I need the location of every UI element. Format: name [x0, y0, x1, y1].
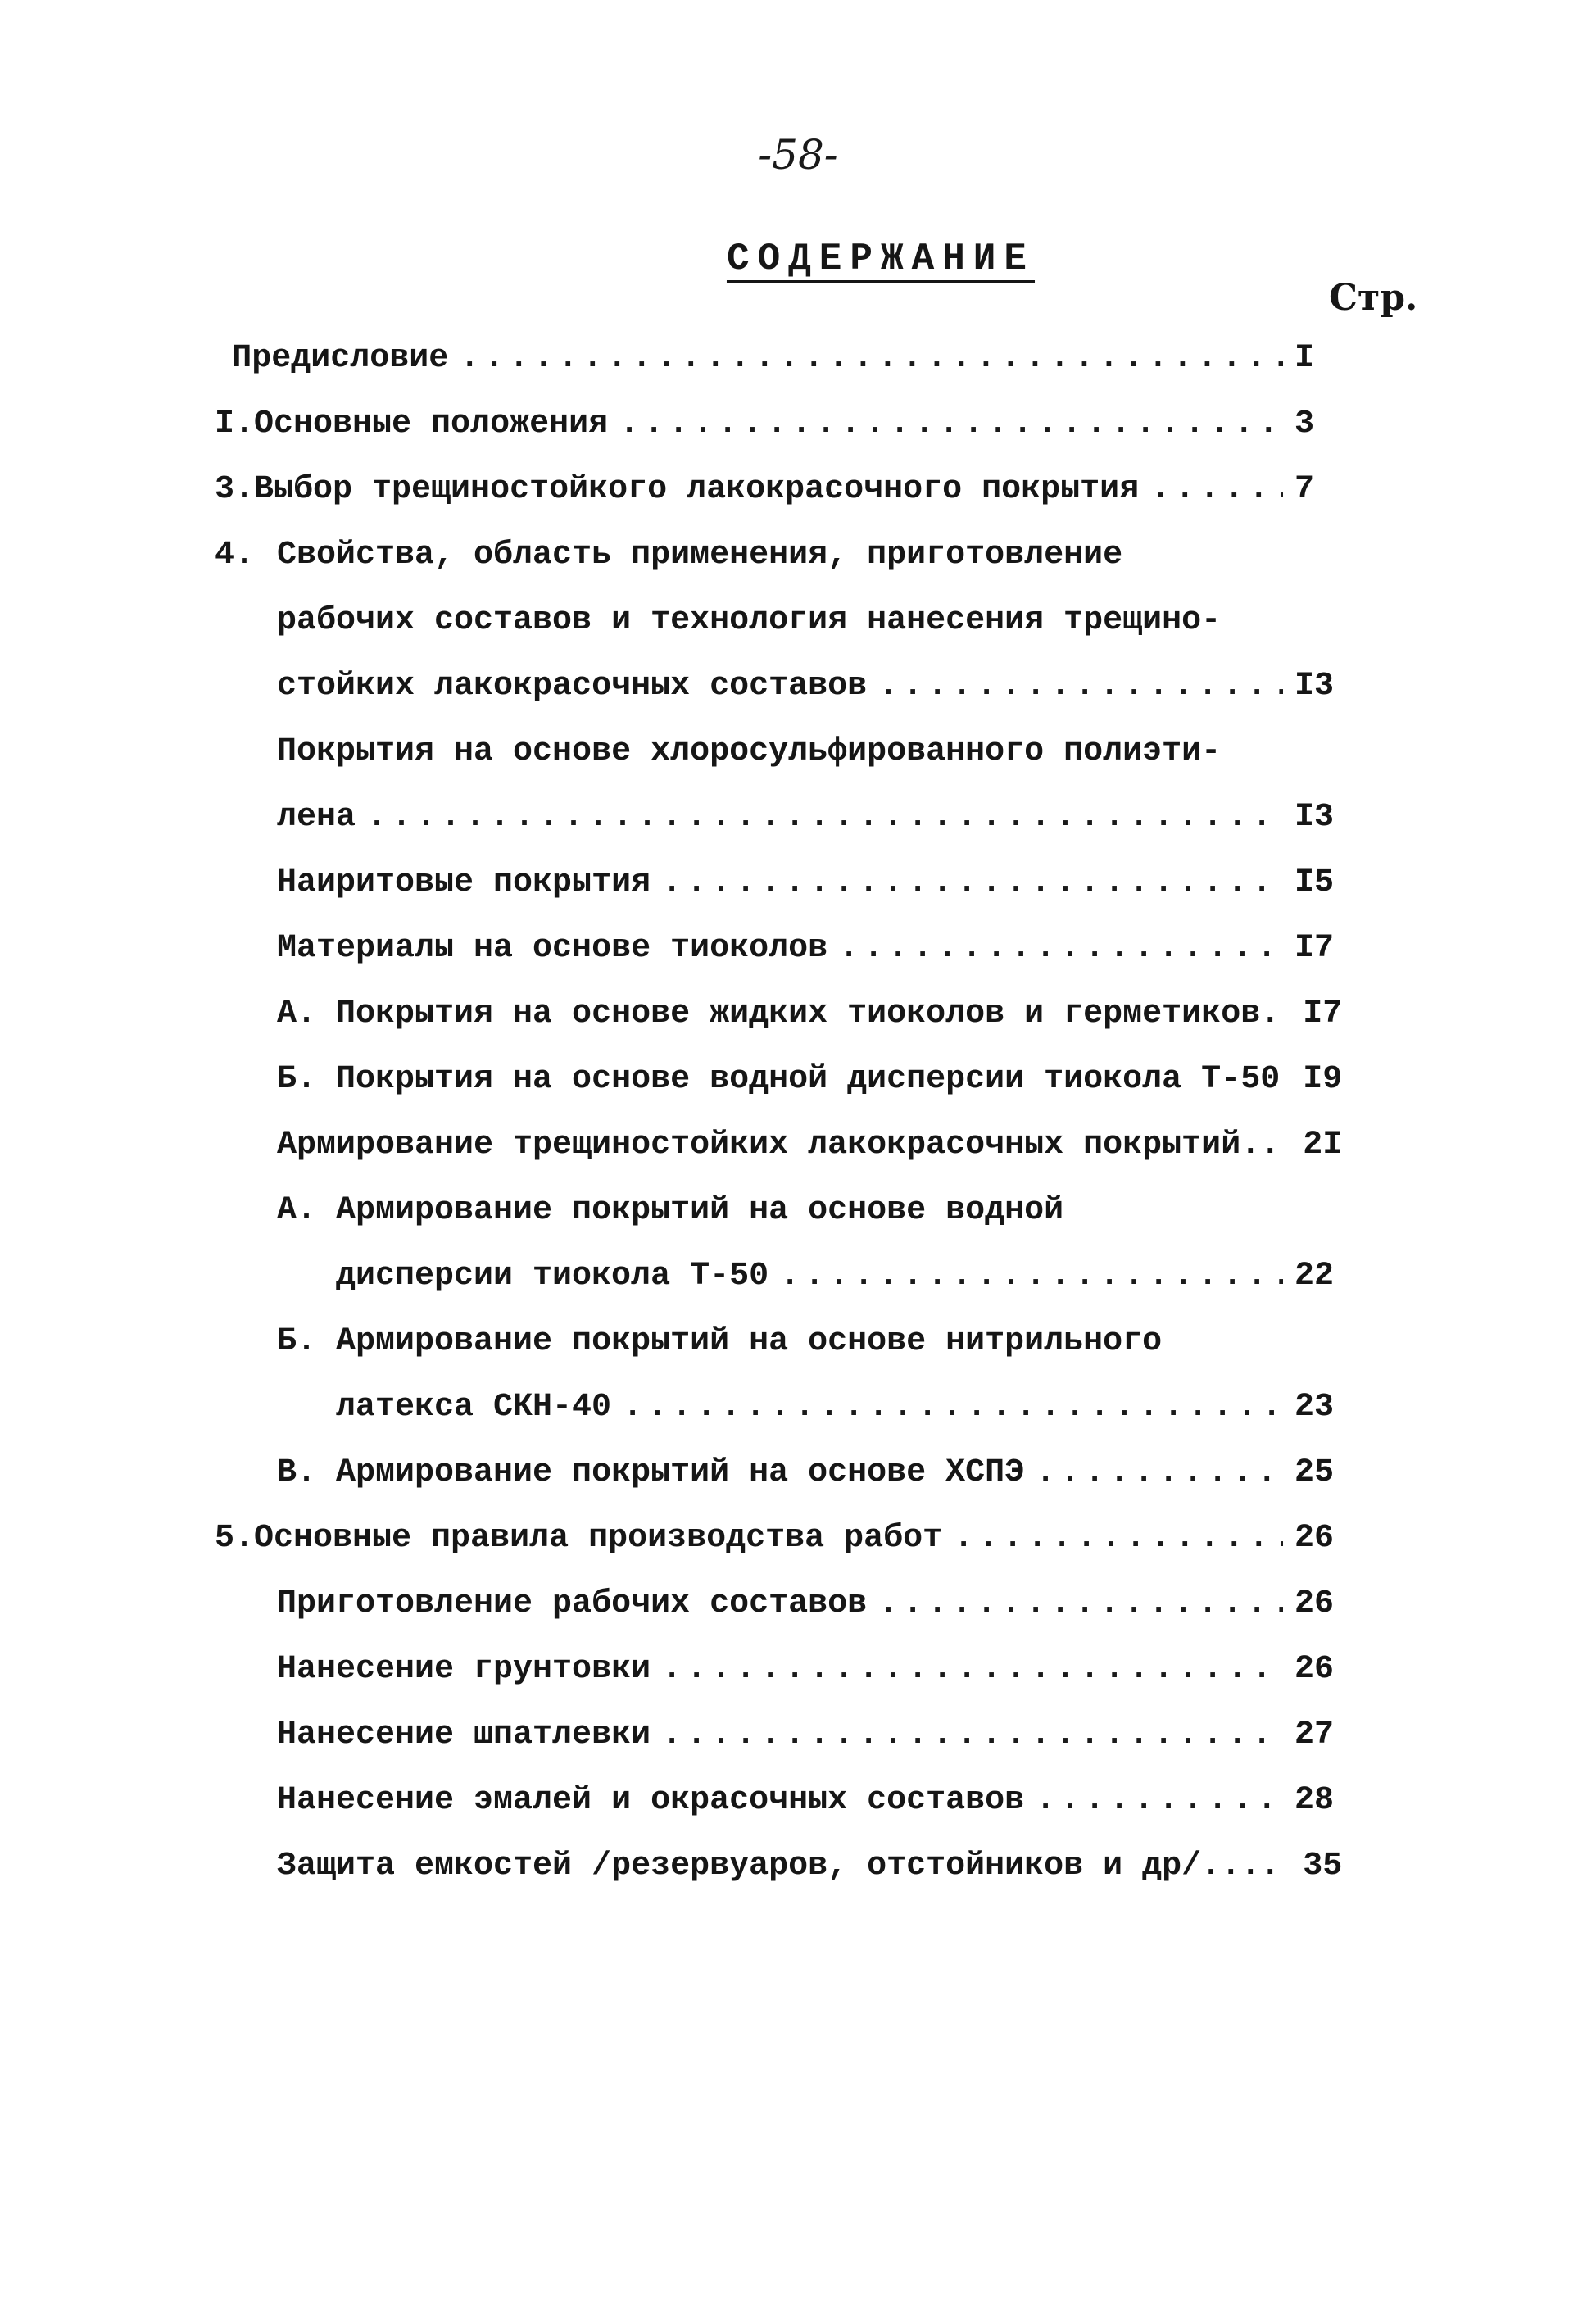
- toc-entry-page: I3: [1294, 668, 1335, 705]
- toc-dot-leader: [839, 916, 1283, 982]
- toc-entry-page: 25: [1294, 1454, 1335, 1491]
- toc-entry: [215, 654, 1345, 719]
- toc-entry: [215, 457, 1345, 523]
- toc-entry: [215, 1375, 1345, 1440]
- toc-entry-text: Армирование трещиностойких лакокрасочных покрытий..: [277, 1127, 1281, 1163]
- toc-entry-number: I.: [215, 406, 255, 442]
- toc-entry: [215, 1637, 1345, 1703]
- toc-entry: [215, 1703, 1345, 1768]
- toc-entry-page: I7: [1303, 995, 1343, 1032]
- toc-entry-text: Нанесение шпатлевки: [277, 1717, 651, 1753]
- toc-dot-leader: [954, 1506, 1283, 1571]
- toc-entry: [215, 392, 1345, 457]
- toc-entry-page: 26: [1294, 1651, 1335, 1688]
- toc-entry: [215, 326, 1345, 392]
- toc-dot-leader: [662, 1637, 1283, 1703]
- toc-entry-text: Основные положения: [254, 406, 609, 442]
- toc-entry: [215, 719, 1345, 785]
- toc-entry-text: Материалы на основе тиоколов: [277, 930, 828, 967]
- toc-entry: [215, 1047, 1345, 1113]
- toc-dot-leader: [1150, 457, 1283, 523]
- toc-entry-text: Нанесение грунтовки: [277, 1651, 651, 1688]
- toc-entry-text: лена: [277, 799, 356, 836]
- toc-entry-page: I: [1294, 340, 1315, 377]
- toc-entry-text: Свойства, область применения, приготовление: [277, 537, 1123, 574]
- toc-entry: [215, 982, 1345, 1047]
- toc-entry: [215, 1571, 1345, 1637]
- toc-entry-text: стойких лакокрасочных составов: [277, 668, 868, 705]
- toc-entry-text: Покрытия на основе хлоросульфированного полиэти-: [277, 733, 1222, 770]
- toc-entry: [215, 1834, 1345, 1899]
- toc-entry: [215, 523, 1345, 588]
- toc-dot-leader: [662, 1703, 1283, 1768]
- toc-dot-leader: [878, 1571, 1283, 1637]
- toc-entry-text: Предисловие: [232, 340, 449, 377]
- toc-entry-page: 28: [1294, 1782, 1335, 1819]
- toc-entry: [215, 1768, 1345, 1834]
- toc-dot-leader: [619, 392, 1283, 457]
- toc-entry: [215, 588, 1345, 654]
- toc-entry-text: Б. Армирование покрытий на основе нитрильного: [277, 1323, 1163, 1360]
- toc-dot-leader: [1036, 1440, 1283, 1506]
- toc-entry-page: 26: [1294, 1520, 1335, 1557]
- toc-entry-page: 27: [1294, 1717, 1335, 1753]
- toc-dot-leader: [1036, 1768, 1283, 1834]
- table-of-contents: [215, 326, 1345, 1899]
- toc-entry-text: В. Армирование покрытий на основе ХСПЭ: [277, 1454, 1025, 1491]
- toc-dot-leader: [367, 785, 1283, 850]
- toc-entry-page: 3: [1294, 406, 1315, 442]
- toc-dot-leader: [780, 1244, 1283, 1309]
- toc-entry-number: 4.: [215, 537, 255, 574]
- toc-dot-leader: [623, 1375, 1283, 1440]
- toc-entry: [215, 1440, 1345, 1506]
- toc-entry-text: рабочих составов и технология нанесения трещино-: [277, 602, 1222, 639]
- toc-entry-page: 23: [1294, 1389, 1335, 1426]
- toc-dot-leader: [460, 326, 1283, 392]
- toc-entry-text: Приготовление рабочих составов: [277, 1585, 868, 1622]
- toc-entry-text: А. Армирование покрытий на основе водной: [277, 1192, 1064, 1229]
- toc-entry-page: I7: [1294, 930, 1335, 967]
- toc-entry-text: А. Покрытия на основе жидких тиоколов и герметиков.: [277, 995, 1281, 1032]
- toc-entry: [215, 916, 1345, 982]
- toc-entry-text: Выбор трещиностойкого лакокрасочного покрытия: [254, 471, 1140, 508]
- toc-entry: [215, 1309, 1345, 1375]
- page-column-header: Стр.: [1329, 277, 1418, 319]
- page-number: -58-: [758, 131, 838, 179]
- toc-entry-page: 2I: [1303, 1127, 1343, 1163]
- toc-entry: [215, 1244, 1345, 1309]
- toc-entry-text: Нанесение эмалей и окрасочных составов: [277, 1782, 1025, 1819]
- toc-entry: [215, 1113, 1345, 1178]
- toc-entry-number: 3.: [215, 471, 255, 508]
- toc-entry-page: 7: [1294, 471, 1315, 508]
- toc-entry: [215, 1178, 1345, 1244]
- toc-entry: [215, 1506, 1345, 1571]
- toc-entry-page: 26: [1294, 1585, 1335, 1622]
- toc-entry-text: дисперсии тиокола Т-50: [336, 1258, 769, 1295]
- toc-entry-text: Наиритовые покрытия: [277, 864, 651, 901]
- toc-entry-page: 22: [1294, 1258, 1335, 1295]
- toc-entry-text: латекса СКН-40: [336, 1389, 612, 1426]
- toc-entry-text: Б. Покрытия на основе водной дисперсии тиокола Т-50: [277, 1061, 1281, 1098]
- toc-entry-text: Защита емкостей /резервуаров, отстойников и др/....: [277, 1848, 1281, 1884]
- toc-entry-page: 35: [1303, 1848, 1343, 1884]
- toc-entry-text: Основные правила производства работ: [254, 1520, 943, 1557]
- toc-dot-leader: [878, 654, 1283, 719]
- toc-dot-leader: [662, 850, 1283, 916]
- toc-entry-page: I3: [1294, 799, 1335, 836]
- toc-entry: [215, 850, 1345, 916]
- toc-entry: [215, 785, 1345, 850]
- toc-entry-number: 5.: [215, 1520, 255, 1557]
- page-title: СОДЕРЖАНИЕ: [726, 238, 1036, 280]
- toc-entry-page: I9: [1303, 1061, 1343, 1098]
- toc-entry-page: I5: [1294, 864, 1335, 901]
